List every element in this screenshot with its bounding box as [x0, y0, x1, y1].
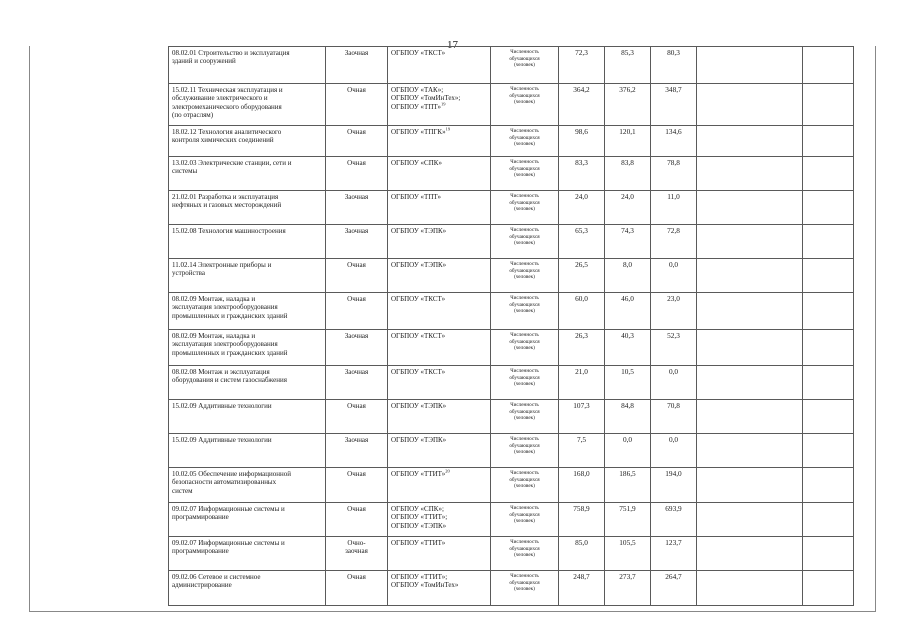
study-form-cell [326, 537, 388, 571]
table-row [169, 400, 854, 434]
inst-line: ОГБПОУ «ТАК»; [391, 86, 444, 94]
spec-line: администрирование [172, 581, 232, 590]
indicator-cell [491, 84, 559, 126]
study-form-cell [326, 503, 388, 537]
empty-cell [803, 434, 854, 468]
inst-line: ОГБПОУ «ТКСТ» [391, 49, 446, 57]
institution-cell [388, 157, 491, 191]
spec-line: оборудования и систем газоснабжения [172, 376, 287, 385]
value-cell: 168,0 [559, 468, 605, 503]
institution-cell [388, 84, 491, 126]
ind-line: (человек) [514, 99, 535, 106]
table-row [169, 468, 854, 503]
indicator-cell [491, 366, 559, 400]
inst-line: ОГБПОУ «ТЭПК» [391, 436, 447, 444]
spec-line: 09.02.07 Информационные системы и [172, 539, 285, 547]
value-cell: 83,3 [559, 157, 605, 191]
specialty-cell [169, 191, 326, 225]
empty-cell [697, 293, 803, 330]
inst-line: ОГБПОУ «ТПТ»$^{19}$ [391, 101, 446, 111]
value-cell: 72,3 [559, 47, 605, 84]
ind-line: обучающихся [509, 55, 540, 62]
specialty-cell [169, 503, 326, 537]
value-cell: 85,3 [605, 47, 651, 84]
footnote-ref: 19 [440, 101, 446, 107]
institution-cell [388, 191, 491, 225]
inst-line: ОГБПОУ «ТКСТ» [391, 332, 446, 340]
institution-cell [388, 468, 491, 503]
form-line: Очная [347, 159, 366, 167]
ind-line: обучающихся [509, 165, 540, 172]
spec-line: устройства [172, 269, 205, 278]
institution-cell [388, 366, 491, 400]
value-cell: 105,5 [605, 537, 651, 571]
value-cell: 40,3 [605, 330, 651, 366]
value-cell: 134,6 [651, 126, 697, 157]
inst-line: ОГБПОУ «ТТИТ» [391, 539, 446, 547]
ind-line: Численность [510, 505, 539, 511]
institution-cell [388, 330, 491, 366]
value-cell: 65,3 [559, 225, 605, 259]
indicator-cell [491, 434, 559, 468]
empty-cell [803, 259, 854, 293]
ind-line: обучающихся [509, 374, 540, 381]
institution-cell [388, 47, 491, 84]
table-row [169, 537, 854, 571]
study-form-cell [326, 571, 388, 606]
ind-line: (человек) [514, 381, 535, 388]
inst-line: ОГБПОУ «ТЭПК» [391, 402, 447, 410]
ind-line: Численность [510, 470, 539, 476]
spec-line: 08.02.09 Монтаж, наладка и [172, 295, 256, 303]
form-line: Заочная [344, 436, 369, 444]
specialty-cell [169, 225, 326, 259]
indicator-cell [491, 330, 559, 366]
indicator-cell [491, 191, 559, 225]
ind-line: Численность [510, 332, 539, 338]
value-cell: 273,7 [605, 571, 651, 606]
study-form-cell [326, 47, 388, 84]
inst-line: ОГБПОУ «ТТИТ»; [391, 573, 448, 581]
spec-line: 15.02.08 Технология машиностроения [172, 227, 286, 235]
value-cell: 26,3 [559, 330, 605, 366]
empty-cell [803, 47, 854, 84]
inst-line: ОГБПОУ «ТКСТ» [391, 368, 446, 376]
inst-line: ОГБПОУ «СПК» [391, 159, 442, 167]
empty-cell [803, 468, 854, 503]
ind-line: обучающихся [509, 92, 540, 99]
ind-line: Численность [510, 261, 539, 267]
spec-line: 18.02.12 Технология аналитического [172, 128, 282, 136]
value-cell: 84,8 [605, 400, 651, 434]
study-form-cell [326, 468, 388, 503]
study-form-cell [326, 293, 388, 330]
specialty-cell [169, 537, 326, 571]
empty-cell [697, 330, 803, 366]
form-line: Заочная [344, 193, 369, 201]
specialty-cell [169, 84, 326, 126]
empty-cell [803, 400, 854, 434]
indicator-cell [491, 126, 559, 157]
empty-cell [697, 400, 803, 434]
specialty-cell [169, 330, 326, 366]
ind-line: обучающихся [509, 134, 540, 141]
value-cell: 78,8 [651, 157, 697, 191]
spec-line: 13.02.03 Электрические станции, сети и [172, 159, 292, 167]
ind-line: (человек) [514, 274, 535, 281]
ind-line: обучающихся [509, 579, 540, 586]
ind-line: обучающихся [509, 442, 540, 449]
indicator-cell [491, 571, 559, 606]
table-row [169, 126, 854, 157]
spec-line: 09.02.07 Информационные системы и [172, 505, 285, 513]
footnote-ref: 20 [445, 468, 450, 474]
ind-line: Численность [510, 368, 539, 374]
inst-line: ОГБПОУ «ТЭПК» [391, 227, 447, 235]
inst-line: ОГБПОУ «ТТИТ»$^{20}$ [391, 468, 450, 478]
ind-line: (человек) [514, 483, 535, 490]
ind-line: обучающихся [509, 267, 540, 274]
form-line: Очная [347, 86, 366, 94]
ind-line: Численность [510, 436, 539, 442]
ind-line: обучающихся [509, 476, 540, 483]
table-row [169, 225, 854, 259]
value-cell: 751,9 [605, 503, 651, 537]
indicator-cell [491, 157, 559, 191]
ind-line: Численность [510, 227, 539, 233]
institution-cell [388, 537, 491, 571]
value-cell: 26,5 [559, 259, 605, 293]
inst-line: ОГБПОУ «ТКСТ» [391, 295, 446, 303]
value-cell: 0,0 [651, 259, 697, 293]
spec-line: контроля химических соединений [172, 136, 274, 145]
value-cell: 194,0 [651, 468, 697, 503]
form-line: Очная [347, 295, 366, 303]
value-cell: 758,9 [559, 503, 605, 537]
value-cell: 123,7 [651, 537, 697, 571]
study-form-cell [326, 434, 388, 468]
specialty-cell [169, 126, 326, 157]
value-cell: 72,8 [651, 225, 697, 259]
empty-cell [803, 225, 854, 259]
ind-line: (человек) [514, 415, 535, 422]
study-form-cell [326, 84, 388, 126]
page-number: 17 [447, 39, 458, 51]
ind-line: (человек) [514, 586, 535, 593]
institution-cell [388, 225, 491, 259]
inst-line: ОГБПОУ «ТомИнТех» [391, 581, 459, 590]
empty-cell [697, 434, 803, 468]
spec-line: 09.02.06 Сетевое и системное [172, 573, 261, 581]
indicator-cell [491, 259, 559, 293]
table-row [169, 191, 854, 225]
empty-cell [803, 571, 854, 606]
ind-line: обучающихся [509, 301, 540, 308]
ind-line: обучающихся [509, 233, 540, 240]
ind-line: (человек) [514, 141, 535, 148]
spec-line: (по отраслям) [172, 111, 214, 120]
value-cell: 24,0 [605, 191, 651, 225]
study-form-cell [326, 400, 388, 434]
ind-line: обучающихся [509, 199, 540, 206]
spec-line: программирование [172, 513, 229, 522]
table-row [169, 366, 854, 400]
value-cell: 0,0 [651, 366, 697, 400]
inst-line: ОГБПОУ «ТЭПК» [391, 261, 447, 269]
institution-cell [388, 259, 491, 293]
spec-line: 15.02.11 Техническая эксплуатация и [172, 86, 283, 94]
spec-line: систем [172, 486, 193, 495]
inst-line: ОГБПОУ «ТПГК»$^{19}$ [391, 126, 451, 136]
ind-line: Численность [510, 539, 539, 545]
empty-cell [803, 84, 854, 126]
value-cell: 85,0 [559, 537, 605, 571]
form-line: Заочная [344, 332, 369, 340]
ind-line: (человек) [514, 552, 535, 559]
value-cell: 60,0 [559, 293, 605, 330]
specialty-cell [169, 571, 326, 606]
ind-line: Численность [510, 193, 539, 199]
spec-line: 11.02.14 Электронные приборы и [172, 261, 272, 269]
spec-line: 10.02.05 Обеспечение информационной [172, 470, 291, 478]
footnote-ref: 19 [445, 126, 451, 132]
spec-line: безопасности автоматизированных [172, 478, 277, 487]
table-row [169, 293, 854, 330]
study-form-cell [326, 191, 388, 225]
spec-line: системы [172, 167, 198, 176]
empty-cell [697, 537, 803, 571]
spec-line: 21.02.01 Разработка и эксплуатация [172, 193, 279, 201]
empty-cell [697, 84, 803, 126]
empty-cell [697, 259, 803, 293]
empty-cell [803, 330, 854, 366]
empty-cell [697, 503, 803, 537]
indicator-cell [491, 293, 559, 330]
value-cell: 348,7 [651, 84, 697, 126]
ind-line: Численность [510, 49, 539, 55]
table-body [169, 47, 854, 606]
ind-line: обучающихся [509, 511, 540, 518]
spec-line: нефтяных и газовых месторождений [172, 201, 282, 210]
empty-cell [697, 366, 803, 400]
study-form-cell [326, 157, 388, 191]
spec-line: 08.02.09 Монтаж, наладка и [172, 332, 256, 340]
inst-line: ОГБПОУ «ТомИнТех»; [391, 94, 461, 103]
value-cell: 80,3 [651, 47, 697, 84]
spec-line: эксплуатация электрооборудования [172, 340, 278, 349]
value-cell: 23,0 [651, 293, 697, 330]
indicator-cell [491, 400, 559, 434]
empty-cell [697, 47, 803, 84]
spec-line: программирование [172, 547, 229, 556]
table-row [169, 330, 854, 366]
ind-line: обучающихся [509, 338, 540, 345]
empty-cell [697, 468, 803, 503]
empty-cell [803, 191, 854, 225]
value-cell: 7,5 [559, 434, 605, 468]
study-form-cell [326, 225, 388, 259]
spec-line: электромеханического оборудования [172, 102, 282, 111]
institution-cell [388, 293, 491, 330]
institution-cell [388, 571, 491, 606]
indicator-cell [491, 225, 559, 259]
specialty-cell [169, 259, 326, 293]
ind-line: Численность [510, 159, 539, 165]
ind-line: (человек) [514, 172, 535, 179]
value-cell: 0,0 [605, 434, 651, 468]
value-cell: 21,0 [559, 366, 605, 400]
ind-line: Численность [510, 295, 539, 301]
form-line: Заочная [344, 227, 369, 235]
ind-line: Численность [510, 573, 539, 579]
empty-cell [803, 126, 854, 157]
value-cell: 693,9 [651, 503, 697, 537]
ind-line: (человек) [514, 518, 535, 525]
table-row [169, 157, 854, 191]
table-row [169, 259, 854, 293]
spec-line: промышленных и гражданских зданий [172, 311, 288, 320]
ind-line: (человек) [514, 308, 535, 315]
study-form-cell [326, 126, 388, 157]
value-cell: 186,5 [605, 468, 651, 503]
empty-cell [803, 537, 854, 571]
value-cell: 74,3 [605, 225, 651, 259]
empty-cell [803, 157, 854, 191]
study-form-cell [326, 330, 388, 366]
inst-line: ОГБПОУ «СПК»; [391, 505, 444, 513]
spec-line: промышленных и гражданских зданий [172, 348, 288, 357]
empty-cell [697, 126, 803, 157]
spec-line: обслуживание электрического и [172, 94, 268, 103]
study-form-cell [326, 366, 388, 400]
specialty-cell [169, 366, 326, 400]
indicator-cell [491, 537, 559, 571]
form-line: Очная [347, 402, 366, 410]
form-line: Очная [347, 261, 366, 269]
table-row [169, 571, 854, 606]
ind-line: (человек) [514, 240, 535, 247]
spec-line: зданий и сооружений [172, 57, 236, 66]
institution-cell [388, 503, 491, 537]
empty-cell [803, 366, 854, 400]
empty-cell [697, 191, 803, 225]
specialty-cell [169, 434, 326, 468]
indicator-cell [491, 468, 559, 503]
empty-cell [697, 225, 803, 259]
value-cell: 52,3 [651, 330, 697, 366]
institution-cell [388, 434, 491, 468]
ind-line: обучающихся [509, 545, 540, 552]
indicator-cell [491, 503, 559, 537]
form-line: Заочная [344, 368, 369, 376]
specialty-cell [169, 293, 326, 330]
value-cell: 107,3 [559, 400, 605, 434]
value-cell: 11,0 [651, 191, 697, 225]
value-cell: 248,7 [559, 571, 605, 606]
form-line: Очная [347, 470, 366, 478]
indicators-table [168, 46, 854, 606]
value-cell: 120,1 [605, 126, 651, 157]
inst-line: ОГБПОУ «ТЭПК» [391, 521, 447, 530]
value-cell: 364,2 [559, 84, 605, 126]
empty-cell [803, 503, 854, 537]
empty-cell [697, 157, 803, 191]
ind-line: Численность [510, 128, 539, 134]
institution-cell [388, 126, 491, 157]
specialty-cell [169, 468, 326, 503]
ind-line: Численность [510, 402, 539, 408]
value-cell: 98,6 [559, 126, 605, 157]
form-line: заочная [345, 547, 368, 556]
spec-line: 08.02.01 Строительство и эксплуатация [172, 49, 290, 57]
spec-line: эксплуатация электрооборудования [172, 303, 278, 312]
ind-line: (человек) [514, 345, 535, 352]
form-line: Заочная [344, 49, 369, 57]
specialty-cell [169, 400, 326, 434]
ind-line: (человек) [514, 62, 535, 69]
inst-line: ОГБПОУ «ТПТ» [391, 193, 441, 201]
spec-line: 15.02.09 Аддитивные технологии [172, 436, 272, 444]
empty-cell [803, 293, 854, 330]
indicator-cell [491, 47, 559, 84]
ind-line: обучающихся [509, 408, 540, 415]
ind-line: (человек) [514, 206, 535, 213]
specialty-cell [169, 157, 326, 191]
value-cell: 376,2 [605, 84, 651, 126]
form-line: Очная [347, 128, 366, 136]
value-cell: 83,8 [605, 157, 651, 191]
study-form-cell [326, 259, 388, 293]
empty-cell [697, 571, 803, 606]
specialty-cell [169, 47, 326, 84]
value-cell: 24,0 [559, 191, 605, 225]
value-cell: 10,5 [605, 366, 651, 400]
value-cell: 70,8 [651, 400, 697, 434]
table-row [169, 84, 854, 126]
table-row [169, 503, 854, 537]
ind-line: (человек) [514, 449, 535, 456]
inst-line: ОГБПОУ «ТТИТ»; [391, 513, 448, 522]
table-row [169, 434, 854, 468]
table-row [169, 47, 854, 84]
form-line: Очно- [347, 539, 366, 547]
institution-cell [388, 400, 491, 434]
value-cell: 8,0 [605, 259, 651, 293]
spec-line: 15.02.09 Аддитивные технологии [172, 402, 272, 410]
value-cell: 0,0 [651, 434, 697, 468]
ind-line: Численность [510, 86, 539, 92]
spec-line: 08.02.08 Монтаж и эксплуатация [172, 368, 270, 376]
value-cell: 264,7 [651, 571, 697, 606]
value-cell: 46,0 [605, 293, 651, 330]
form-line: Очная [347, 505, 366, 513]
form-line: Очная [347, 573, 366, 581]
